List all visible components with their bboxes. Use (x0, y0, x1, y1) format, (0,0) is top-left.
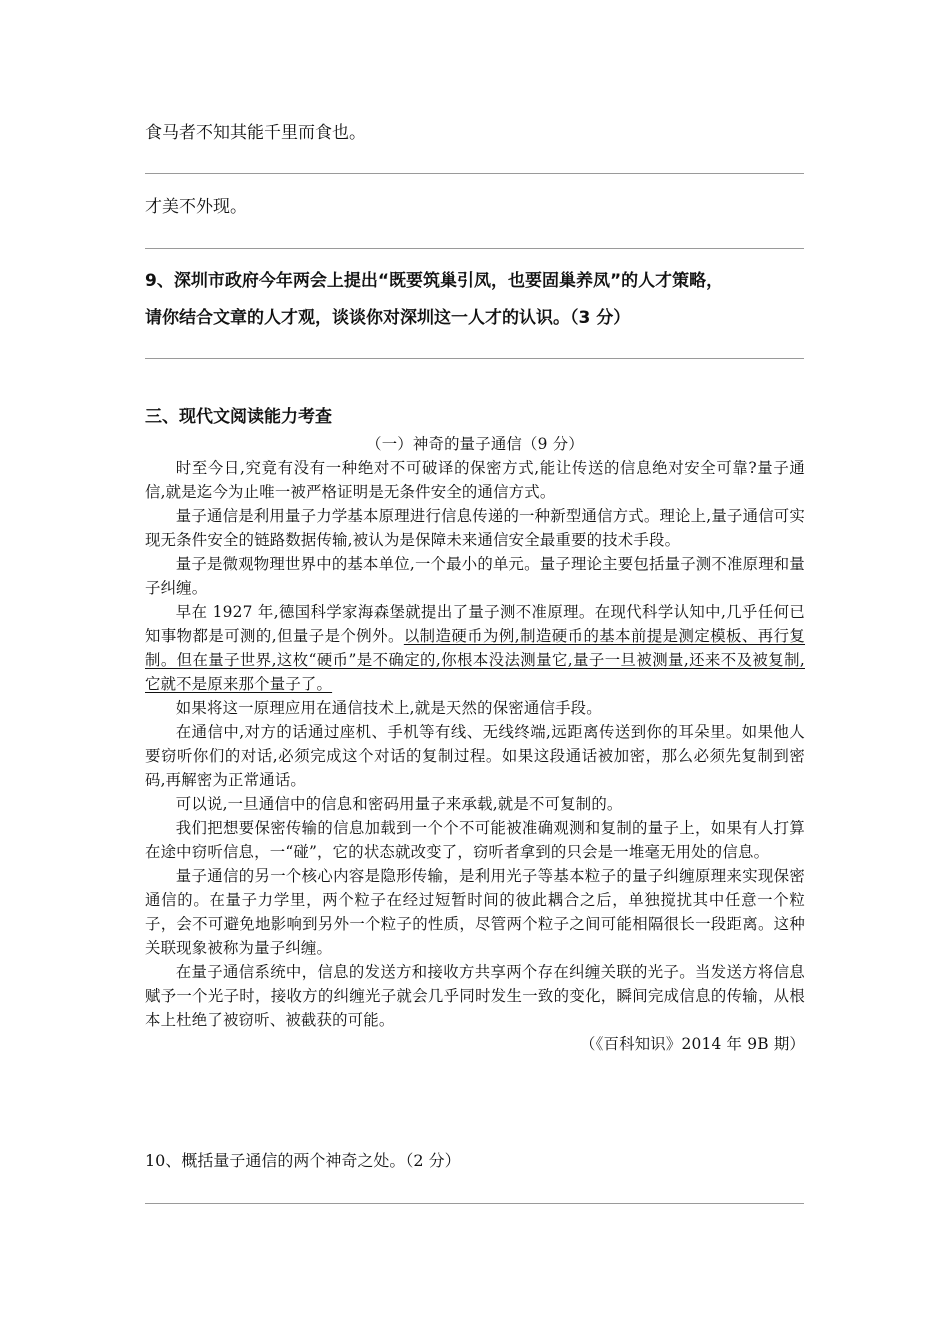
paragraph-6: 在通信中,对方的话通过座机、手机等有线、无线终端,远距离传送到你的耳朵里。如果他人要窃听你们的对话,必须完成这个对话的复制过程。如果这段通话被加密，那么必须先复制到密码,再解密为正常通话。 (145, 723, 805, 789)
paragraph-3: 量子是微观物理世界中的基本单位,一个最小的单元。量子理论主要包括量子测不准原理和量子纠缠。 (145, 555, 805, 597)
paragraph-8: 我们把想要保密传输的信息加载到一个个不可能被准确观测和复制的量子上，如果有人打算在途中窃听信息，一“碰”，它的状态就改变了，窃听者拿到的只会是一堆毫无用处的信息。 (145, 819, 805, 861)
paragraph-4 (145, 600, 805, 696)
question-9-line-1: 9、深圳市政府今年两会上提出“既要筑巢引凤，也要固巢养凤”的人才策略， (145, 271, 724, 291)
section-heading: 三、现代文阅读能力考查 (145, 407, 332, 427)
paragraph-2: 量子通信是利用量子力学基本原理进行信息传递的一种新型通信方式。理论上,量子通信可实现无条件安全的链路数据传输,被认为是保障未来通信安全最重要的技术手段。 (145, 507, 805, 549)
article-title: （一）神奇的量子通信（9 分） (366, 435, 584, 453)
answer-blank-line-4 (145, 1203, 804, 1204)
question-9-line-2: 请你结合文章的人才观，谈谈你对深圳这一人才的认识。（3 分） (145, 308, 631, 328)
paragraph-4-plain: 早在 1927 年,德国科学家海森堡就提出了量子测不准原理。在现代科学认知中,几乎任何已知事物都是可测的,但量子是个例外。 (145, 603, 805, 645)
paragraph-9: 量子通信的另一个核心内容是隐形传输，是利用光子等基本粒子的量子纠缠原理来实现保密通信的。在量子力学里，两个粒子在经过短暂时间的彼此耦合之后，单独搅扰其中任意一个粒子，会不可避免地影响到另外一个粒子的性质，尽管两个粒子之间可能相隔很长一段距离。这种关联现象被称为量子纠缠。 (145, 867, 805, 957)
paragraph-7: 可以说,一旦通信中的信息和密码用量子来承载,就是不可复制的。 (175, 795, 623, 813)
article-source: （《百科知识》2014 年 9B 期） (580, 1035, 805, 1053)
answer-line-1-text: 食马者不知其能千里而食也。 (145, 123, 366, 143)
paragraph-5: 如果将这一原理应用在通信技术上,就是天然的保密通信手段。 (175, 699, 602, 717)
question-10: 10、概括量子通信的两个神奇之处。（2 分） (145, 1151, 461, 1170)
answer-line-2-text: 才美不外现。 (145, 197, 247, 217)
paragraph-4-underlined: 以制造硬币为例,制造硬币的基本前提是测定模板、再行复制。但在量子世界,这枚“硬币”是不确定的,你根本没法测量它,量子一旦被测量,还来不及被复制,它就不是原来那个量子了。 (145, 627, 806, 693)
answer-blank-line-2 (145, 248, 804, 249)
answer-blank-line-3 (145, 358, 804, 359)
paragraph-1: 时至今日,究竟有没有一种绝对不可破译的保密方式,能让传送的信息绝对安全可靠?量子通信,就是迄今为止唯一被严格证明是无条件安全的通信方式。 (145, 459, 805, 501)
paragraph-10: 在量子通信系统中，信息的发送方和接收方共享两个存在纠缠关联的光子。当发送方将信息赋予一个光子时，接收方的纠缠光子就会几乎同时发生一致的变化，瞬间完成信息的传输，从根本上杜绝了被窃听、被截获的可能。 (145, 963, 805, 1029)
answer-blank-line-1 (145, 173, 804, 174)
reading-passage (145, 432, 805, 1056)
